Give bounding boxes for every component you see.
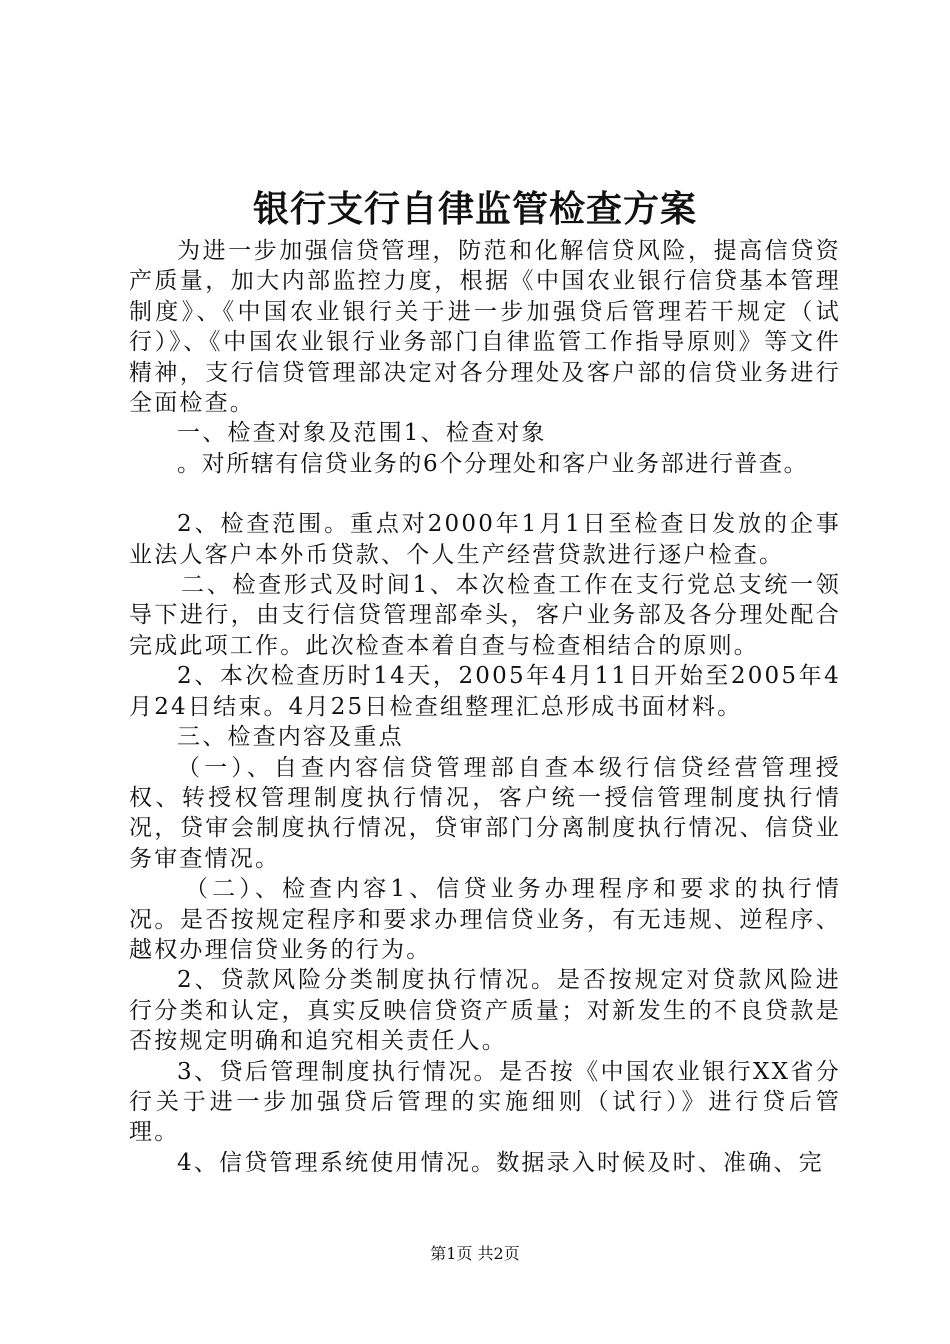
paragraph-inspection-targets: 。对所辖有信贷业务的6个分理处和客户业务部进行普查。 [177, 450, 809, 477]
paragraph-post-loan: 3、贷后管理制度执行情况。是否按《中国农业银行XX省分行关于进一步加强贷后管理的实施细则（试行）》进行贷后管理。 [129, 1058, 841, 1146]
heading-section-1: 一、检查对象及范围1、检查对象 [177, 420, 547, 447]
document-body [129, 236, 841, 1178]
paragraph-intro: 为进一步加强信贷管理，防范和化解信贷风险，提高信贷资产质量，加大内部监控力度，根据《中国农业银行信贷基本管理制度》、《中国农业银行关于进一步加强贷后管理若干规定（试行）》、《中国农业银行业务部门自律监管工作指导原则》等文件精神，支行信贷管理部决定对各分理处及客户部的信贷业务进行全面检查。 [129, 238, 841, 417]
document-title: 银行支行自律监管检查方案 [252, 188, 697, 230]
paragraph-inspection-scope: 2、检查范围。重点对2000年1月1日至检查日发放的企事业法人客户本外币贷款、个人生产经营贷款进行逐户检查。 [129, 511, 841, 568]
paragraph-self-check: （一）、自查内容信贷管理部自查本级行信贷经营管理授权、转授权管理制度执行情况，客户统一授信管理制度执行情况，贷审会制度执行情况，贷审部门分离制度执行情况、信贷业务审查情况。 [129, 754, 841, 872]
page-footer: 第1页 共2页 [430, 1244, 520, 1263]
paragraph-section-2: 二、检查形式及时间1、本次检查工作在支行党总支统一领导下进行，由支行信贷管理部牵头，客户业务部及各分理处配合完成此项工作。此次检查本着自查与检查相结合的原则。 [129, 572, 841, 659]
paragraph-system-usage: 4、信贷管理系统使用情况。数据录入时候及时、准确、完 [177, 1149, 824, 1176]
paragraph-schedule: 2、本次检查历时14天，2005年4月11日开始至2005年4月24日结束。4月25日检查组整理汇总形成书面材料。 [129, 663, 841, 720]
paragraph-risk-classification: 2、贷款风险分类制度执行情况。是否按规定对贷款风险进行分类和认定，真实反映信贷资产质量；对新发生的不良贷款是否按规定明确和追究相关责任人。 [129, 967, 841, 1055]
heading-section-3: 三、检查内容及重点 [177, 724, 404, 751]
blank-line [129, 479, 841, 509]
paragraph-check-content: （二）、检查内容1、信贷业务办理程序和要求的执行情况。是否按规定程序和要求办理信贷业务，有无违规、逆程序、越权办理信贷业务的行为。 [129, 876, 841, 963]
